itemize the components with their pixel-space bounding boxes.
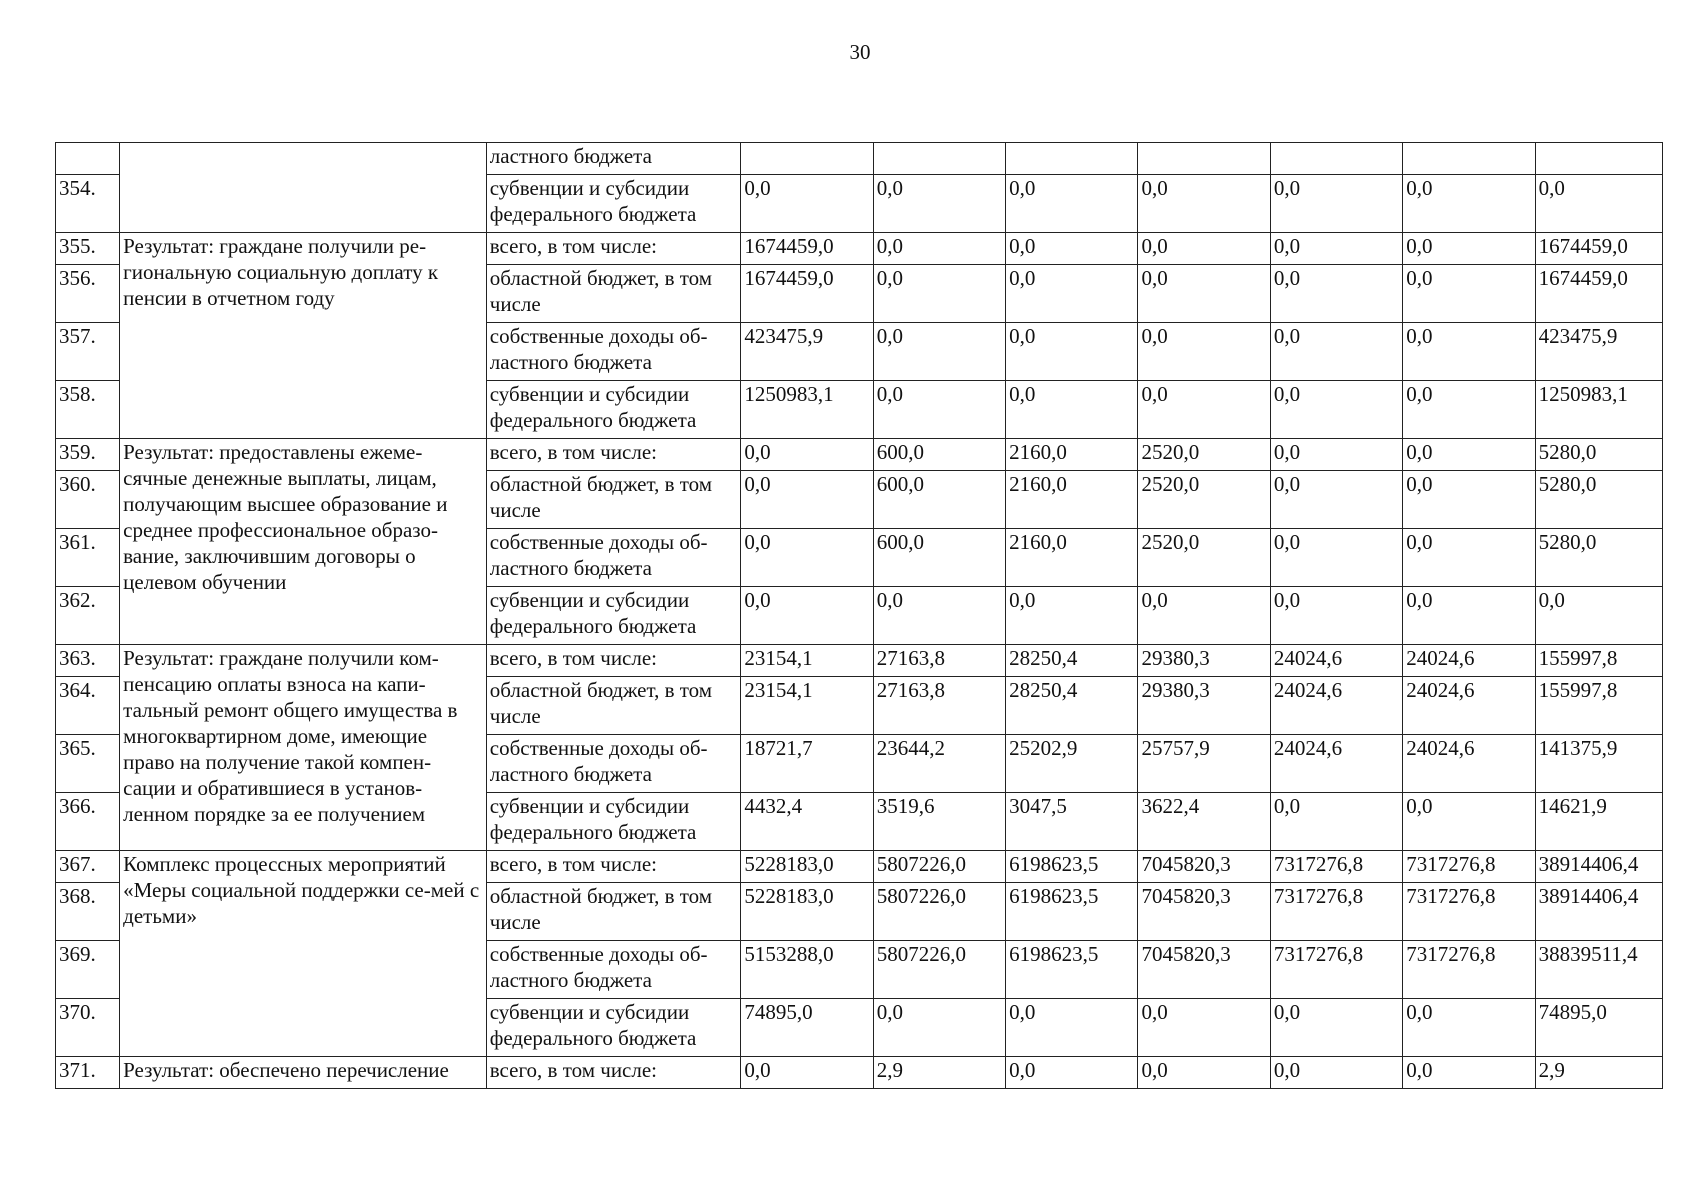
value-cell: 23154,1: [741, 645, 873, 677]
value-cell: 7045820,3: [1138, 851, 1270, 883]
value-cell: 0,0: [1006, 587, 1138, 645]
value-cell: 0,0: [1138, 175, 1270, 233]
value-cell: 7317276,8: [1403, 851, 1535, 883]
value-cell: 0,0: [1403, 175, 1535, 233]
row-number: 359.: [56, 439, 120, 471]
value-cell: 0,0: [1270, 233, 1402, 265]
value-cell: 0,0: [1006, 1057, 1138, 1089]
value-cell: 141375,9: [1535, 735, 1662, 793]
value-cell: 0,0: [741, 471, 873, 529]
value-cell: 2160,0: [1006, 439, 1138, 471]
value-cell: 0,0: [1403, 471, 1535, 529]
budget-table: [55, 142, 1663, 1089]
value-cell: 155997,8: [1535, 645, 1662, 677]
value-cell: 0,0: [741, 175, 873, 233]
value-cell: 5807226,0: [873, 851, 1005, 883]
value-cell: 1674459,0: [1535, 265, 1662, 323]
value-cell: 3047,5: [1006, 793, 1138, 851]
value-cell: 23154,1: [741, 677, 873, 735]
value-cell: 2,9: [1535, 1057, 1662, 1089]
row-number: [56, 143, 120, 175]
value-cell: 0,0: [1138, 323, 1270, 381]
value-cell: 28250,4: [1006, 645, 1138, 677]
value-cell: 28250,4: [1006, 677, 1138, 735]
value-cell: 7317276,8: [1270, 941, 1402, 999]
value-cell: 0,0: [873, 323, 1005, 381]
table-row: [56, 143, 1663, 175]
value-cell: 1250983,1: [741, 381, 873, 439]
value-cell: 0,0: [1270, 587, 1402, 645]
value-cell: [741, 143, 873, 175]
value-cell: 14621,9: [1535, 793, 1662, 851]
value-cell: 0,0: [1006, 999, 1138, 1057]
value-cell: 38914406,4: [1535, 851, 1662, 883]
table-body: [56, 143, 1663, 1089]
value-cell: 0,0: [873, 265, 1005, 323]
value-cell: 25757,9: [1138, 735, 1270, 793]
value-cell: 0,0: [1535, 587, 1662, 645]
value-cell: 74895,0: [1535, 999, 1662, 1057]
value-cell: 7317276,8: [1403, 883, 1535, 941]
value-cell: 18721,7: [741, 735, 873, 793]
value-cell: 24024,6: [1270, 677, 1402, 735]
value-cell: 600,0: [873, 471, 1005, 529]
value-cell: 0,0: [1403, 381, 1535, 439]
value-cell: 0,0: [1270, 265, 1402, 323]
row-number: 370.: [56, 999, 120, 1057]
value-cell: 600,0: [873, 439, 1005, 471]
value-cell: [1006, 143, 1138, 175]
funding-source: областной бюджет, в том числе: [486, 265, 741, 323]
value-cell: 5280,0: [1535, 439, 1662, 471]
value-cell: 23644,2: [873, 735, 1005, 793]
funding-source: ластного бюджета: [486, 143, 741, 175]
row-description: Результат: предоставлены ежеме-сячные денежные выплаты, лицам, получающим высшее образование и среднее профессиональное образо-вание, заключившим договоры о целевом обучении: [120, 439, 487, 645]
funding-source: субвенции и субсидии федерального бюджета: [486, 793, 741, 851]
value-cell: 1674459,0: [741, 265, 873, 323]
value-cell: 5228183,0: [741, 883, 873, 941]
value-cell: 2160,0: [1006, 471, 1138, 529]
value-cell: 600,0: [873, 529, 1005, 587]
funding-source: областной бюджет, в том числе: [486, 677, 741, 735]
value-cell: 0,0: [873, 175, 1005, 233]
value-cell: 5228183,0: [741, 851, 873, 883]
value-cell: 0,0: [1006, 175, 1138, 233]
value-cell: [1403, 143, 1535, 175]
funding-source: субвенции и субсидии федерального бюджета: [486, 175, 741, 233]
row-number: 368.: [56, 883, 120, 941]
value-cell: 0,0: [873, 233, 1005, 265]
row-number: 354.: [56, 175, 120, 233]
value-cell: 5807226,0: [873, 883, 1005, 941]
value-cell: 0,0: [1006, 265, 1138, 323]
value-cell: 423475,9: [741, 323, 873, 381]
value-cell: 4432,4: [741, 793, 873, 851]
value-cell: 24024,6: [1403, 677, 1535, 735]
value-cell: 5807226,0: [873, 941, 1005, 999]
value-cell: 74895,0: [741, 999, 873, 1057]
funding-source: всего, в том числе:: [486, 1057, 741, 1089]
value-cell: 29380,3: [1138, 645, 1270, 677]
funding-source: всего, в том числе:: [486, 851, 741, 883]
value-cell: 7317276,8: [1403, 941, 1535, 999]
value-cell: 24024,6: [1270, 735, 1402, 793]
value-cell: 0,0: [1270, 381, 1402, 439]
value-cell: 0,0: [1270, 529, 1402, 587]
value-cell: 0,0: [1270, 323, 1402, 381]
value-cell: 0,0: [741, 1057, 873, 1089]
value-cell: [1535, 143, 1662, 175]
value-cell: 0,0: [1270, 999, 1402, 1057]
value-cell: 0,0: [1403, 265, 1535, 323]
row-number: 366.: [56, 793, 120, 851]
funding-source: собственные доходы об-ластного бюджета: [486, 941, 741, 999]
row-number: 357.: [56, 323, 120, 381]
value-cell: 0,0: [1138, 233, 1270, 265]
row-number: 365.: [56, 735, 120, 793]
funding-source: субвенции и субсидии федерального бюджета: [486, 999, 741, 1057]
value-cell: 38914406,4: [1535, 883, 1662, 941]
value-cell: 2520,0: [1138, 471, 1270, 529]
row-number: 369.: [56, 941, 120, 999]
funding-source: субвенции и субсидии федерального бюджета: [486, 587, 741, 645]
value-cell: 0,0: [1138, 265, 1270, 323]
value-cell: 27163,8: [873, 677, 1005, 735]
value-cell: 1250983,1: [1535, 381, 1662, 439]
value-cell: 7317276,8: [1270, 883, 1402, 941]
row-number: 362.: [56, 587, 120, 645]
value-cell: 6198623,5: [1006, 941, 1138, 999]
table-row: [56, 1057, 1663, 1089]
value-cell: 0,0: [1138, 587, 1270, 645]
value-cell: 0,0: [1270, 1057, 1402, 1089]
value-cell: 0,0: [1138, 381, 1270, 439]
value-cell: 38839511,4: [1535, 941, 1662, 999]
value-cell: 0,0: [873, 999, 1005, 1057]
value-cell: 0,0: [1138, 999, 1270, 1057]
value-cell: 0,0: [741, 439, 873, 471]
value-cell: 3519,6: [873, 793, 1005, 851]
value-cell: [1270, 143, 1402, 175]
value-cell: 7045820,3: [1138, 941, 1270, 999]
funding-source: областной бюджет, в том числе: [486, 471, 741, 529]
value-cell: 0,0: [1006, 323, 1138, 381]
value-cell: 0,0: [1270, 471, 1402, 529]
value-cell: 25202,9: [1006, 735, 1138, 793]
row-number: 371.: [56, 1057, 120, 1089]
value-cell: 2520,0: [1138, 529, 1270, 587]
value-cell: [873, 143, 1005, 175]
row-number: 363.: [56, 645, 120, 677]
row-description: Результат: обеспечено перечисление: [120, 1057, 487, 1089]
value-cell: 0,0: [1535, 175, 1662, 233]
funding-source: областной бюджет, в том числе: [486, 883, 741, 941]
value-cell: 0,0: [1270, 793, 1402, 851]
funding-source: собственные доходы об-ластного бюджета: [486, 735, 741, 793]
value-cell: 6198623,5: [1006, 883, 1138, 941]
value-cell: 0,0: [1403, 1057, 1535, 1089]
row-description: [120, 143, 487, 233]
table-row: [56, 439, 1663, 471]
row-description: Комплекс процессных мероприятий «Меры социальной поддержки се-мей с детьми»: [120, 851, 487, 1057]
value-cell: 0,0: [1403, 999, 1535, 1057]
value-cell: 0,0: [873, 381, 1005, 439]
value-cell: 5280,0: [1535, 529, 1662, 587]
value-cell: 7045820,3: [1138, 883, 1270, 941]
value-cell: 2160,0: [1006, 529, 1138, 587]
value-cell: 0,0: [1403, 233, 1535, 265]
value-cell: 3622,4: [1138, 793, 1270, 851]
table-row: [56, 851, 1663, 883]
value-cell: 0,0: [1403, 529, 1535, 587]
value-cell: 24024,6: [1403, 735, 1535, 793]
value-cell: 29380,3: [1138, 677, 1270, 735]
row-number: 358.: [56, 381, 120, 439]
value-cell: 0,0: [873, 587, 1005, 645]
table-row: [56, 233, 1663, 265]
value-cell: 0,0: [741, 529, 873, 587]
value-cell: 0,0: [1403, 587, 1535, 645]
value-cell: 24024,6: [1403, 645, 1535, 677]
value-cell: 1674459,0: [741, 233, 873, 265]
value-cell: 0,0: [1403, 439, 1535, 471]
value-cell: 155997,8: [1535, 677, 1662, 735]
value-cell: 7317276,8: [1270, 851, 1402, 883]
value-cell: 5153288,0: [741, 941, 873, 999]
row-description: Результат: граждане получили ком-пенсацию оплаты взноса на капи-тальный ремонт общего имущества в многоквартирном доме, имеющие право на получение такой компен-сации и обратившиеся в установ-ленном порядке за ее получением: [120, 645, 487, 851]
value-cell: [1138, 143, 1270, 175]
value-cell: 0,0: [1403, 323, 1535, 381]
value-cell: 6198623,5: [1006, 851, 1138, 883]
row-number: 361.: [56, 529, 120, 587]
value-cell: 0,0: [741, 587, 873, 645]
funding-source: всего, в том числе:: [486, 645, 741, 677]
value-cell: 0,0: [1006, 233, 1138, 265]
value-cell: 0,0: [1403, 793, 1535, 851]
funding-source: всего, в том числе:: [486, 439, 741, 471]
row-number: 356.: [56, 265, 120, 323]
funding-source: собственные доходы об-ластного бюджета: [486, 323, 741, 381]
funding-source: субвенции и субсидии федерального бюджета: [486, 381, 741, 439]
row-number: 355.: [56, 233, 120, 265]
value-cell: 0,0: [1006, 381, 1138, 439]
funding-source: собственные доходы об-ластного бюджета: [486, 529, 741, 587]
row-number: 360.: [56, 471, 120, 529]
value-cell: 0,0: [1138, 1057, 1270, 1089]
value-cell: 27163,8: [873, 645, 1005, 677]
funding-source: всего, в том числе:: [486, 233, 741, 265]
value-cell: 1674459,0: [1535, 233, 1662, 265]
page-number: 30: [849, 40, 871, 64]
value-cell: 0,0: [1270, 439, 1402, 471]
value-cell: 2,9: [873, 1057, 1005, 1089]
row-description: Результат: граждане получили ре-гиональную социальную доплату к пенсии в отчетном году: [120, 233, 487, 439]
value-cell: 423475,9: [1535, 323, 1662, 381]
value-cell: 0,0: [1270, 175, 1402, 233]
row-number: 364.: [56, 677, 120, 735]
table-row: [56, 645, 1663, 677]
value-cell: 2520,0: [1138, 439, 1270, 471]
value-cell: 24024,6: [1270, 645, 1402, 677]
row-number: 367.: [56, 851, 120, 883]
value-cell: 5280,0: [1535, 471, 1662, 529]
